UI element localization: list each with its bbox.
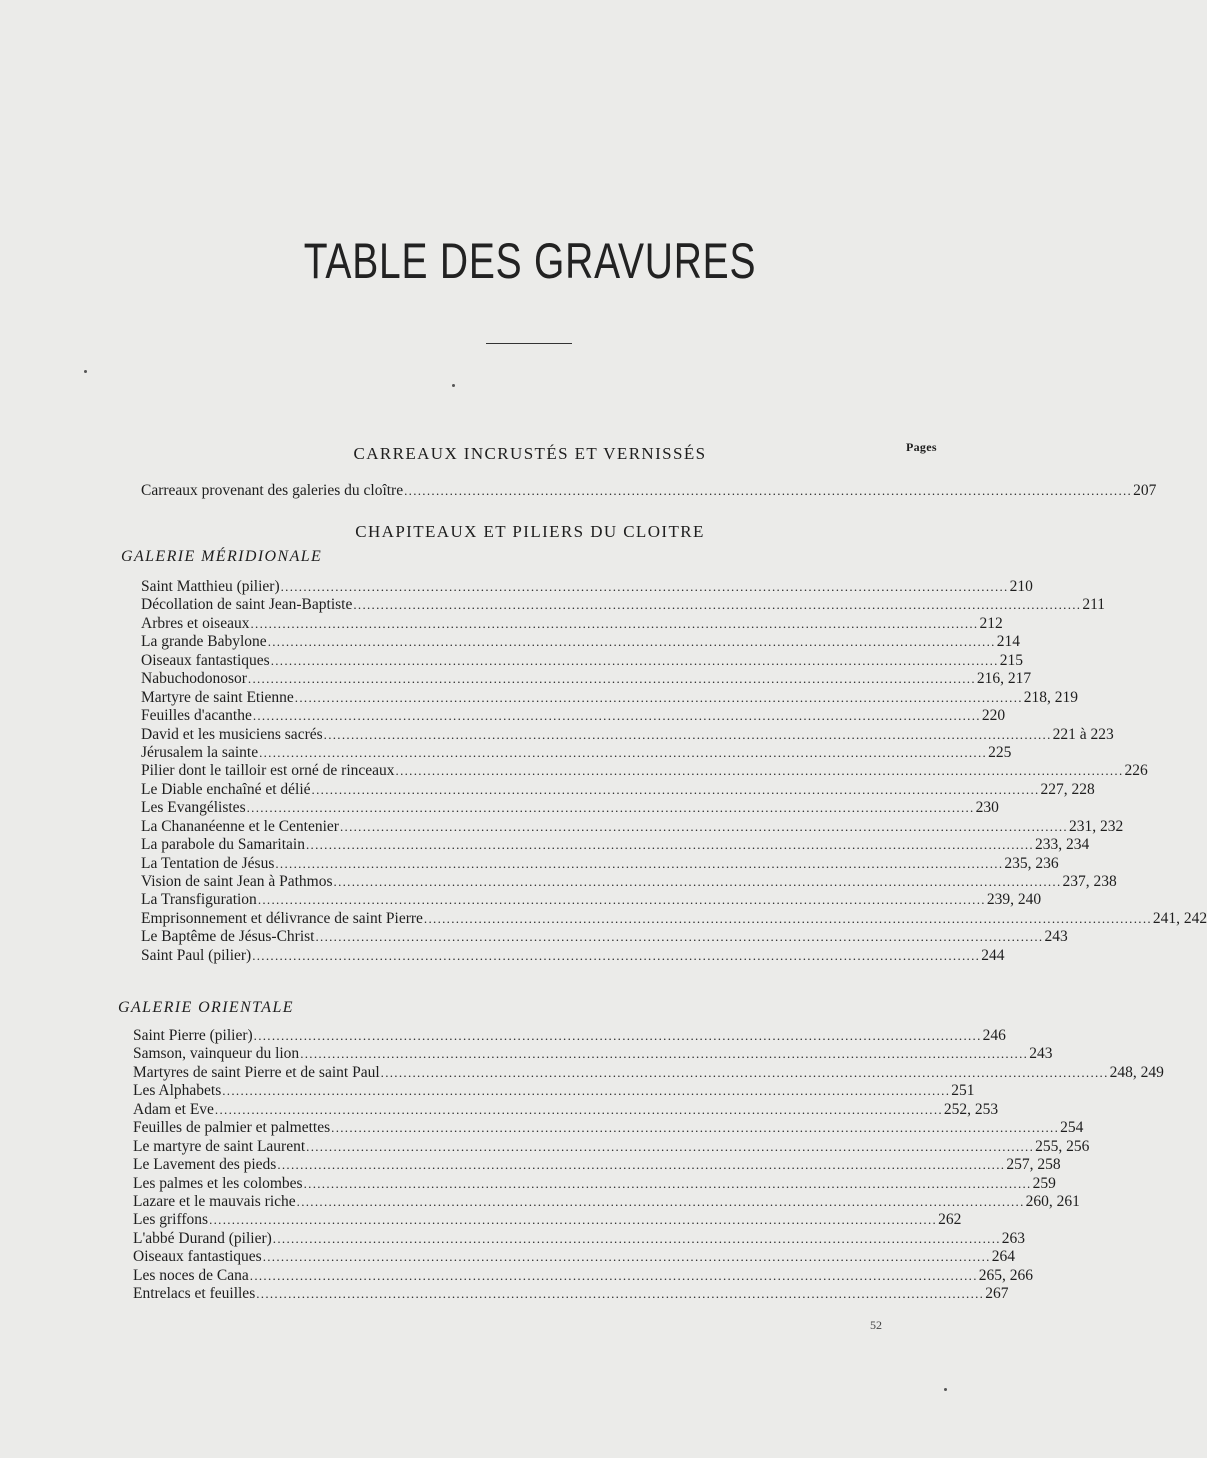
galerie-orientale-heading: GALERIE ORIENTALE [118, 999, 294, 1016]
entry-page-number: 235, 236 [1004, 854, 1059, 872]
entry-title: Arbres et oiseaux [141, 614, 250, 632]
entry-page-number: 243 [1029, 1045, 1053, 1063]
dot-leader: ................................................................................................................................................................ [222, 1083, 951, 1099]
dot-leader: ................................................................................................................................................................ [311, 781, 1040, 797]
toc-entry [141, 743, 1012, 762]
dot-leader: ................................................................................................................................................................ [209, 1212, 938, 1228]
entry-page-number: 221 à 223 [1052, 725, 1114, 743]
dot-leader: ................................................................................................................................................................ [267, 634, 996, 650]
toc-entry [133, 1211, 962, 1229]
toc-entry [133, 1192, 1080, 1211]
entry-title: Les Alphabets [133, 1082, 222, 1100]
toc-entry [141, 928, 1068, 946]
toc-entry [133, 1119, 1084, 1137]
dot-leader: ................................................................................................................................................................ [380, 1064, 1109, 1080]
entry-title: Le Baptême de Jésus-Christ [141, 928, 315, 946]
toc-entry [133, 1266, 1034, 1285]
dot-leader: ................................................................................................................................................................ [339, 818, 1068, 834]
dot-leader: ................................................................................................................................................................ [270, 652, 999, 668]
toc-entry [133, 1063, 1164, 1082]
paper-speck [452, 384, 455, 387]
entry-title: David et les musiciens sacrés [141, 725, 323, 743]
toc-entry [141, 725, 1114, 744]
entry-page-number: 267 [985, 1285, 1009, 1303]
entry-page-number: 215 [999, 651, 1023, 669]
dot-leader: ................................................................................................................................................................ [250, 615, 979, 631]
entry-title: La Transfiguration [141, 891, 257, 909]
entry-title: La parabole du Samaritain [141, 836, 305, 854]
dot-leader: ................................................................................................................................................................ [214, 1101, 943, 1117]
entry-page-number: 262 [938, 1211, 962, 1229]
entry-page-number: 227, 228 [1040, 780, 1095, 798]
entry-page-number: 211 [1082, 596, 1106, 614]
entry-page-number: 263 [1001, 1229, 1026, 1247]
toc-entry [141, 854, 1059, 873]
carreaux-entry-list [141, 482, 1157, 500]
entry-title: La Chananéenne et le Centenier [141, 817, 339, 835]
entry-page-number: 214 [996, 633, 1020, 651]
dot-leader: ................................................................................................................................................................ [353, 597, 1082, 613]
dot-leader: ................................................................................................................................................................ [246, 800, 975, 816]
toc-entry [133, 1285, 1009, 1303]
entry-title: Le Diable enchaîné et délié [141, 780, 311, 798]
toc-entry [141, 799, 999, 817]
entry-page-number: 259 [1032, 1174, 1056, 1192]
toc-entry [141, 946, 1005, 965]
dot-leader: ................................................................................................................................................................ [315, 929, 1044, 945]
entry-title: Saint Matthieu (pilier) [141, 578, 280, 595]
entry-title: La grande Babylone [141, 633, 267, 651]
toc-entry [141, 909, 1207, 928]
dot-leader: ................................................................................................................................................................ [331, 1120, 1060, 1136]
toc-entry [133, 1137, 1090, 1156]
entry-title: Saint Pierre (pilier) [133, 1027, 253, 1044]
folio-number: 52 [870, 1318, 882, 1332]
toc-entry [141, 836, 1090, 854]
entry-title: L'abbé Durand (pilier) [133, 1229, 272, 1247]
entry-title: Oiseaux fantastiques [133, 1248, 262, 1266]
entry-page-number: 257, 258 [1006, 1156, 1061, 1174]
toc-entry [141, 873, 1117, 891]
entry-page-number: 239, 240 [986, 891, 1042, 909]
entry-page-number: 237, 238 [1062, 873, 1117, 890]
entry-page-number: 251 [951, 1082, 975, 1100]
dot-leader: ................................................................................................................................................................ [249, 1267, 978, 1283]
title-rule [486, 343, 572, 344]
entry-page-number: 226 [1124, 762, 1148, 780]
entry-page-number: 248, 249 [1109, 1063, 1164, 1081]
galerie-meridionale-heading: GALERIE MÉRIDIONALE [121, 548, 323, 565]
entry-page-number: 225 [988, 743, 1012, 761]
entry-page-number: 252, 253 [943, 1100, 999, 1118]
entry-title: Les Evangélistes [141, 799, 246, 817]
entry-page-number: 241, 242 [1152, 909, 1207, 927]
dot-leader: ................................................................................................................................................................ [323, 726, 1052, 742]
dot-leader: ................................................................................................................................................................ [272, 1230, 1001, 1246]
dot-leader: ................................................................................................................................................................ [262, 1249, 991, 1265]
dot-leader: ................................................................................................................................................................ [305, 837, 1034, 853]
dot-leader: ................................................................................................................................................................ [252, 708, 981, 724]
entry-page-number: 233, 234 [1034, 836, 1090, 854]
entry-title: Vision de saint Jean à Pathmos [141, 873, 333, 890]
toc-entry [141, 762, 1148, 780]
dot-leader: ................................................................................................................................................................ [303, 1175, 1032, 1191]
entry-title: Feuilles de palmier et palmettes [133, 1119, 331, 1137]
entry-title: Oiseaux fantastiques [141, 651, 270, 669]
dot-leader: ................................................................................................................................................................ [395, 763, 1124, 779]
paper-speck [944, 1388, 947, 1391]
entry-page-number: 264 [991, 1248, 1015, 1266]
entry-title: Les palmes et les colombes [133, 1174, 303, 1192]
toc-entry [141, 707, 1006, 725]
galerie-orientale-entry-list [133, 1027, 1164, 1304]
toc-entry [133, 1248, 1015, 1266]
entry-title: Emprisonnement et délivrance de saint Pierre [141, 909, 423, 927]
dot-leader: ................................................................................................................................................................ [277, 1157, 1006, 1173]
toc-entry [141, 817, 1124, 836]
toc-entry [141, 780, 1095, 799]
entry-title: Jérusalem la sainte [141, 743, 259, 761]
toc-entry [141, 651, 1023, 670]
entry-page-number: 243 [1044, 928, 1068, 946]
entry-page-number: 210 [1009, 578, 1033, 595]
dot-leader: ................................................................................................................................................................ [280, 579, 1009, 594]
entry-page-number: 265, 266 [978, 1266, 1034, 1284]
toc-entry [133, 1229, 1026, 1248]
section-heading-carreaux: CARREAUX INCRUSTÉS ET VERNISSÉS [353, 444, 707, 463]
toc-entry [141, 688, 1079, 707]
entry-page-number: 207 [1133, 482, 1157, 499]
entry-title: Décollation de saint Jean-Baptiste [141, 596, 353, 614]
entry-title: Les noces de Cana [133, 1266, 249, 1284]
entry-title: Pilier dont le tailloir est orné de rinceaux [141, 762, 395, 780]
dot-leader: ................................................................................................................................................................ [256, 1286, 985, 1302]
toc-entry [141, 614, 1003, 633]
entry-title: Entrelacs et feuilles [133, 1285, 256, 1303]
dot-leader: ................................................................................................................................................................ [294, 689, 1023, 705]
entry-page-number: 218, 219 [1023, 688, 1079, 706]
entry-title: Carreaux provenant des galeries du cloître [141, 482, 404, 499]
entry-title: Adam et Eve [133, 1100, 214, 1118]
toc-entry [141, 633, 1020, 651]
toc-entry [141, 670, 1032, 688]
toc-entry [133, 1174, 1056, 1193]
entry-title: Saint Paul (pilier) [141, 946, 252, 964]
toc-entry [133, 1082, 975, 1100]
entry-page-number: 212 [979, 614, 1003, 632]
toc-entry [133, 1156, 1061, 1174]
entry-title: Feuilles d'acanthe [141, 707, 252, 725]
galerie-meridionale-entry-list [141, 578, 1207, 965]
dot-leader: ................................................................................................................................................................ [306, 1138, 1035, 1154]
paper-speck [84, 370, 87, 373]
toc-entry [141, 578, 1033, 596]
dot-leader: ................................................................................................................................................................ [252, 947, 981, 963]
dot-leader: ................................................................................................................................................................ [247, 671, 976, 687]
dot-leader: ................................................................................................................................................................ [333, 874, 1062, 889]
entry-page-number: 216, 217 [976, 670, 1032, 688]
dot-leader: ................................................................................................................................................................ [404, 483, 1133, 498]
entry-page-number: 246 [982, 1027, 1006, 1044]
dot-leader: ................................................................................................................................................................ [259, 744, 988, 760]
entry-page-number: 231, 232 [1068, 817, 1124, 835]
toc-entry [141, 891, 1042, 909]
entry-page-number: 260, 261 [1025, 1192, 1080, 1210]
entry-title: Martyres de saint Pierre et de saint Paul [133, 1063, 380, 1081]
entry-title: Lazare et le mauvais riche [133, 1192, 296, 1210]
entry-title: Les griffons [133, 1211, 209, 1229]
pages-column-header: Pages [906, 440, 937, 454]
dot-leader: ................................................................................................................................................................ [257, 892, 986, 908]
page-title: TABLE DES GRAVURES [303, 233, 757, 289]
entry-title: La Tentation de Jésus [141, 854, 275, 872]
dot-leader: ................................................................................................................................................................ [300, 1046, 1029, 1062]
toc-entry [141, 596, 1106, 614]
toc-entry [133, 1100, 999, 1119]
entry-page-number: 254 [1060, 1119, 1084, 1137]
entry-title: Nabuchodonosor [141, 670, 247, 688]
dot-leader: ................................................................................................................................................................ [275, 855, 1004, 871]
toc-entry [133, 1027, 1006, 1045]
entry-title: Samson, vainqueur du lion [133, 1045, 300, 1063]
toc-entry [133, 1045, 1053, 1063]
dot-leader: ................................................................................................................................................................ [423, 910, 1152, 926]
entry-title: Le Lavement des pieds [133, 1156, 277, 1174]
dot-leader: ................................................................................................................................................................ [296, 1193, 1025, 1209]
entry-page-number: 244 [981, 946, 1005, 964]
dot-leader: ................................................................................................................................................................ [253, 1028, 982, 1043]
entry-title: Martyre de saint Etienne [141, 688, 294, 706]
entry-page-number: 230 [975, 799, 999, 817]
entry-title: Le martyre de saint Laurent [133, 1137, 306, 1155]
section-heading-chapiteaux: CHAPITEAUX ET PILIERS DU CLOITRE [355, 522, 705, 541]
toc-entry [141, 482, 1157, 500]
entry-page-number: 220 [981, 707, 1006, 725]
entry-page-number: 255, 256 [1035, 1137, 1090, 1155]
